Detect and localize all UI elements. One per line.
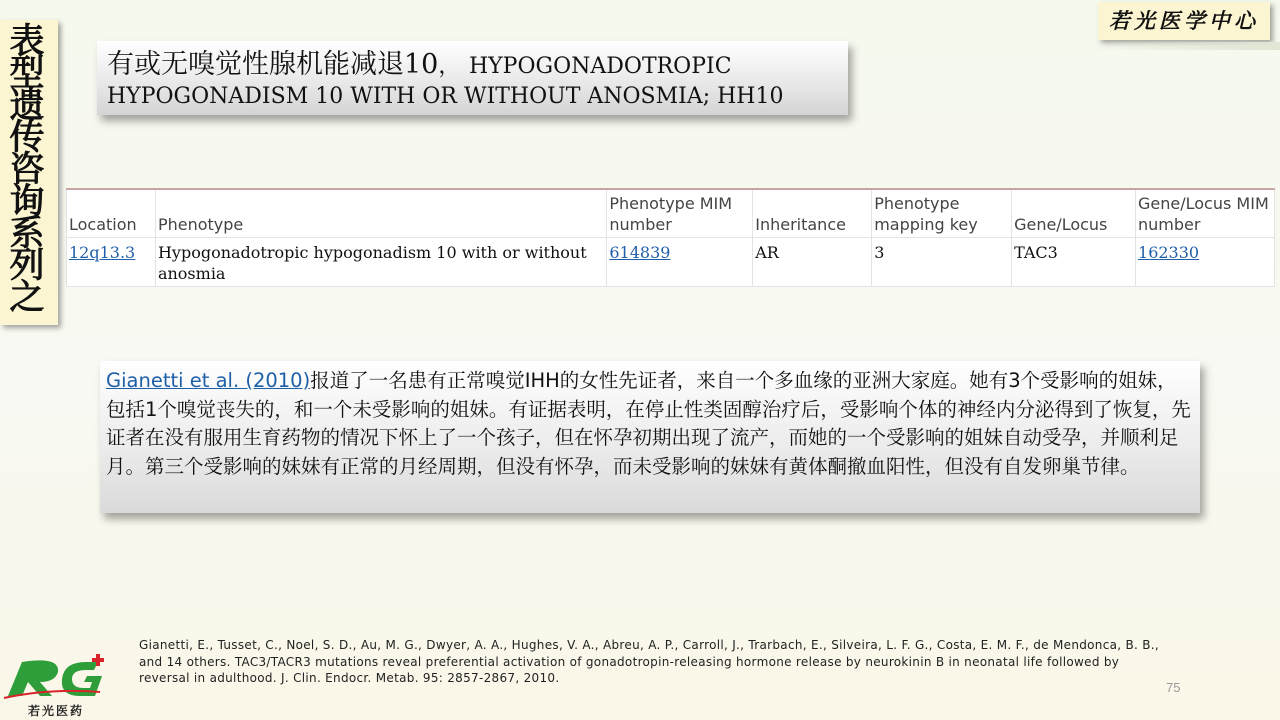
header-gene-locus: Gene/Locus [1012,189,1136,238]
header-gene-mim: Gene/Locus MIM number [1136,189,1275,238]
company-logo [0,652,108,720]
logo-mark-icon [0,652,108,704]
title-line-1 [107,49,838,83]
title-panel [97,41,848,115]
citation-link[interactable]: Gianetti et al. (2010) [106,369,311,392]
title-en-2: HYPOGONADISM 10 WITH OR WITHOUT ANOSMIA; HH10 [107,84,784,109]
cell-phenotype: Hypogonadotropic hypogonadism 10 with or without anosmia [155,238,606,287]
reference-text: Gianetti, E., Tusset, C., Noel, S. D., Au, M. G., Dwyer, A. A., Hughes, V. A., Abreu, A. P., Carroll, J., Trarbach, E., Silveira, L. F. G., Costa, E. M. F., de Mendonca, B. B., and 14 others. TAC3/TACR3 mutations reveal preferential activation of gonadotropin-releasing hormone release by neurokinin B in neonatal life followed by reversal in adulthood. J. Clin. Endocr. Metab. 95: 2857-2867, 2010. [139,638,1159,685]
description-text: 报道了一名患有正常嗅觉IHH的女性先证者，来自一个多血缘的亚洲大家庭。她有3个受影响的姐妹，包括1个嗅觉丧失的，和一个未受影响的姐妹。有证据表明，在停止性类固醇治疗后，受影响个体的神经内分泌得到了恢复，先证者在没有服用生育药物的情况下怀上了一个孩子，但在怀孕初期出现了流产，而她的一个受影响的姐妹自动受孕，并顺利足月。第三个受影响的妹妹有正常的月经周期，但没有怀孕，而未受影响的妹妹有黄体酮撤血阳性，但没有自发卵巢节律。 [106,369,1191,478]
header-mapping-key: Phenotype mapping key [872,189,1012,238]
cell-gene-mim [1136,238,1275,287]
page-number: 75 [1166,680,1181,695]
series-banner [0,20,58,325]
decorative-strip [1085,42,1280,50]
header-location: Location [67,189,156,238]
center-name: 若光医学中心 [1098,2,1270,40]
cell-phenotype-mim [607,238,753,287]
cell-location [67,238,156,287]
logo-caption: 若光医药 [27,704,84,718]
title-cn: 有或无嗅觉性腺机能减退10 [107,49,439,80]
header-phenotype: Phenotype [155,189,606,238]
header-phenotype-mim: Phenotype MIM number [607,189,753,238]
description-paragraph [100,361,1200,513]
table-row [67,238,1275,287]
series-banner-text: 表型遗传咨询系列之 [9,22,45,318]
cell-mapping-key: 3 [872,238,1012,287]
omim-table [66,188,1275,287]
cell-gene: TAC3 [1012,238,1136,287]
title-en-1: HYPOGONADOTROPIC [468,54,732,79]
phenotype-mim-link[interactable]: 614839 [609,243,671,262]
gene-mim-link[interactable]: 162330 [1138,243,1200,262]
location-link[interactable]: 12q13.3 [69,243,136,262]
title-separator: ， [438,54,461,79]
table-header-row [67,189,1275,238]
cell-inheritance: AR [753,238,872,287]
header-inheritance: Inheritance [753,189,872,238]
